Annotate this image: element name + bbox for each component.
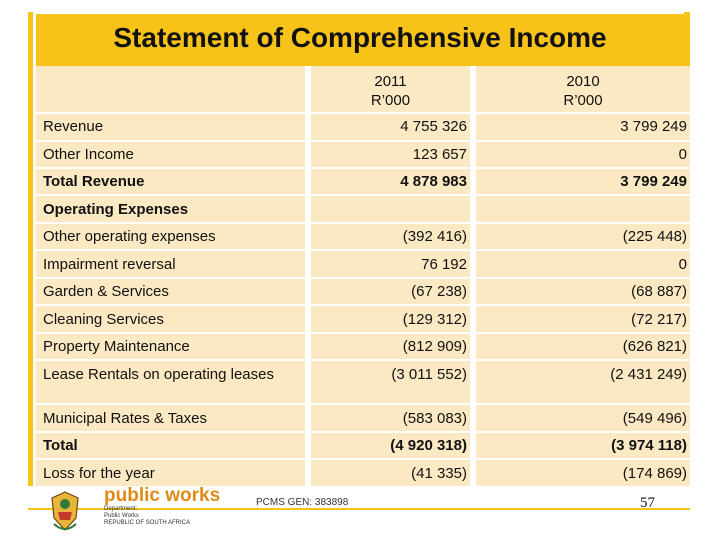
table-row bbox=[0, 465, 720, 487]
column-header-2011 bbox=[311, 72, 470, 110]
value-2011: (583 083) bbox=[402, 410, 467, 427]
row-separator bbox=[36, 332, 690, 334]
row-label: Total Revenue bbox=[43, 173, 145, 190]
row-separator bbox=[36, 431, 690, 433]
row-separator bbox=[36, 112, 690, 114]
table-row bbox=[0, 228, 720, 250]
row-label: Other Income bbox=[43, 146, 134, 163]
column-unit-2011: R’000 bbox=[370, 92, 411, 109]
table-row bbox=[0, 311, 720, 333]
table-row bbox=[0, 410, 720, 432]
value-2010: 3 799 249 bbox=[620, 118, 687, 135]
row-separator bbox=[36, 458, 690, 460]
brand-sub-3: REPUBLIC OF SOUTH AFRICA bbox=[104, 520, 191, 526]
value-2010: (626 821) bbox=[622, 338, 687, 355]
brand-sub-1: Department: bbox=[104, 506, 138, 512]
row-separator bbox=[36, 403, 690, 405]
value-2011: 76 192 bbox=[421, 256, 467, 273]
table-row bbox=[0, 437, 720, 459]
table-row bbox=[0, 146, 720, 168]
row-separator bbox=[36, 304, 690, 306]
value-2011: (812 909) bbox=[402, 338, 467, 355]
value-2011: 4 878 983 bbox=[400, 173, 467, 190]
row-label: Property Maintenance bbox=[43, 338, 190, 355]
table-row bbox=[0, 256, 720, 278]
value-2010: (225 448) bbox=[622, 228, 687, 245]
row-label: Revenue bbox=[43, 118, 104, 135]
table-row bbox=[0, 366, 720, 388]
page-number: 57 bbox=[640, 495, 655, 511]
value-2010: (549 496) bbox=[622, 410, 687, 427]
row-separator bbox=[36, 140, 690, 142]
row-label: Impairment reversal bbox=[43, 256, 176, 273]
row-label: Garden & Services bbox=[43, 283, 169, 300]
row-label: Lease Rentals on operating leases bbox=[43, 366, 274, 383]
row-label: Total bbox=[43, 437, 78, 454]
value-2010: (174 869) bbox=[622, 465, 687, 482]
row-label: Loss for the year bbox=[43, 465, 155, 482]
brand-name: public works bbox=[104, 485, 221, 506]
row-separator bbox=[36, 167, 690, 169]
row-separator bbox=[36, 277, 690, 279]
value-2010: (2 431 249) bbox=[610, 366, 687, 383]
value-2010: 3 799 249 bbox=[620, 173, 687, 190]
value-2010: 0 bbox=[678, 146, 687, 163]
table-row bbox=[0, 118, 720, 140]
value-2011: 123 657 bbox=[412, 146, 467, 163]
column-year-2011: 2011 bbox=[374, 73, 407, 90]
value-2010: 0 bbox=[678, 256, 687, 273]
value-2011: (41 335) bbox=[411, 465, 467, 482]
value-2011: (392 416) bbox=[402, 228, 467, 245]
row-label: Cleaning Services bbox=[43, 311, 164, 328]
row-separator bbox=[36, 359, 690, 361]
value-2011: 4 755 326 bbox=[400, 118, 467, 135]
department-logo bbox=[104, 486, 220, 527]
table-row bbox=[0, 201, 720, 223]
value-2011: (129 312) bbox=[402, 311, 467, 328]
value-2011: (4 920 318) bbox=[390, 437, 467, 454]
column-unit-2010: R’000 bbox=[563, 92, 603, 109]
document-code: PCMS GEN: 383898 bbox=[256, 497, 349, 508]
row-separator bbox=[36, 249, 690, 251]
column-year-2010: 2010 bbox=[566, 73, 600, 90]
page-title: Statement of Comprehensive Income bbox=[113, 22, 607, 53]
coat-of-arms-icon bbox=[48, 490, 82, 532]
row-label: Operating Expenses bbox=[43, 201, 189, 218]
row-label: Other operating expenses bbox=[43, 228, 216, 245]
row-separator bbox=[36, 222, 690, 224]
table-row bbox=[0, 338, 720, 360]
row-separator bbox=[36, 194, 690, 196]
row-label: Municipal Rates & Taxes bbox=[43, 410, 207, 427]
value-2010: (68 887) bbox=[631, 283, 687, 300]
value-2011: (3 011 552) bbox=[391, 366, 467, 383]
table-row bbox=[0, 173, 720, 195]
value-2011: (67 238) bbox=[411, 283, 467, 300]
brand-sub-2: Public Works bbox=[104, 513, 139, 519]
value-2010: (72 217) bbox=[631, 311, 687, 328]
value-2010: (3 974 118) bbox=[611, 437, 687, 454]
column-header-2010 bbox=[476, 72, 690, 110]
table-row bbox=[0, 283, 720, 305]
